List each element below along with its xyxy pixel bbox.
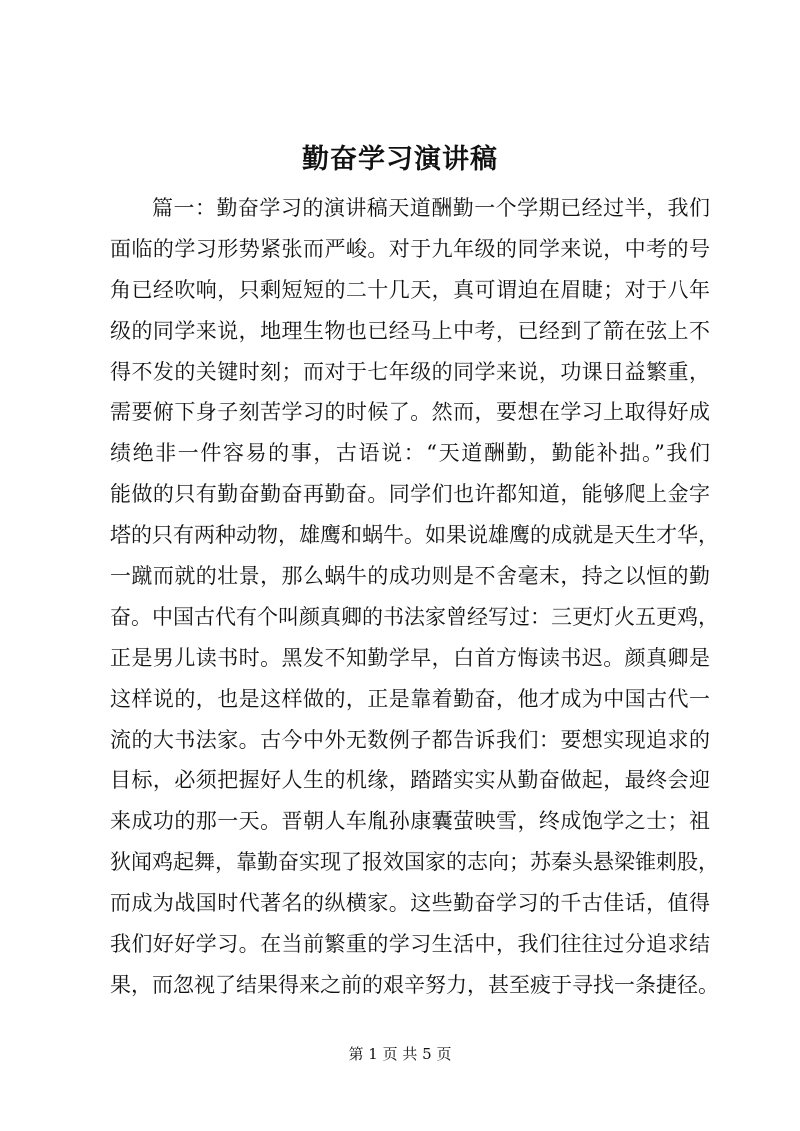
document-title: 勤奋学习演讲稿 — [302, 144, 498, 175]
text-line: 流的大书法家。古今中外无数例子都告诉我们：要想实现追求的 — [110, 727, 710, 752]
text-line: 我们好好学习。在当前繁重的学习生活中，我们往往过分追求结 — [110, 932, 710, 957]
text-line: 正是男儿读书时。黑发不知勤学早，白首方悔读书迟。颜真卿是 — [110, 645, 710, 670]
text-line: 角已经吹响，只剩短短的二十几天，真可谓迫在眉睫；对于八年 — [110, 277, 710, 302]
text-line: 得不发的关键时刻；而对于七年级的同学来说，功课日益繁重， — [110, 359, 710, 384]
text-line: 绩绝非一件容易的事，古语说：“天道酬勤，勤能补拙。”我们 — [110, 441, 710, 466]
text-line: 能做的只有勤奋勤奋再勤奋。同学们也许都知道，能够爬上金字 — [110, 482, 710, 507]
text-line: 一蹴而就的壮景，那么蜗牛的成功则是不舍毫末，持之以恒的勤 — [110, 564, 710, 589]
text-line: 这样说的，也是这样做的，正是靠着勤奋，他才成为中国古代一 — [110, 686, 710, 711]
text-line: 级的同学来说，地理生物也已经马上中考，已经到了箭在弦上不 — [110, 318, 710, 343]
text-line: 目标，必须把握好人生的机缘，踏踏实实从勤奋做起，最终会迎 — [110, 768, 710, 793]
text-line: 狄闻鸡起舞，靠勤奋实现了报效国家的志向；苏秦头悬梁锥刺股， — [110, 850, 719, 875]
body-text — [110, 188, 719, 1006]
text-line: 奋。中国古代有个叫颜真卿的书法家曾经写过：三更灯火五更鸡， — [110, 604, 719, 629]
text-line: 塔的只有两种动物，雄鹰和蜗牛。如果说雄鹰的成就是天生才华， — [110, 523, 719, 548]
text-line: 篇一：勤奋学习的演讲稿天道酬勤一个学期已经过半，我们 — [152, 196, 710, 220]
page-number: 第 1 页 共 5 页 — [348, 1045, 452, 1063]
text-line: 面临的学习形势紧张而严峻。对于九年级的同学来说，中考的号 — [110, 236, 710, 261]
text-line: 而成为战国时代著名的纵横家。这些勤奋学习的千古佳话，值得 — [110, 891, 710, 916]
text-line: 需要俯下身子刻苦学习的时候了。然而，要想在学习上取得好成 — [110, 400, 710, 425]
text-line: 来成功的那一天。晋朝人车胤孙康囊萤映雪，终成饱学之士；祖 — [110, 809, 710, 834]
text-line: 果，而忽视了结果得来之前的艰辛努力，甚至疲于寻找一条捷径。 — [110, 972, 719, 997]
